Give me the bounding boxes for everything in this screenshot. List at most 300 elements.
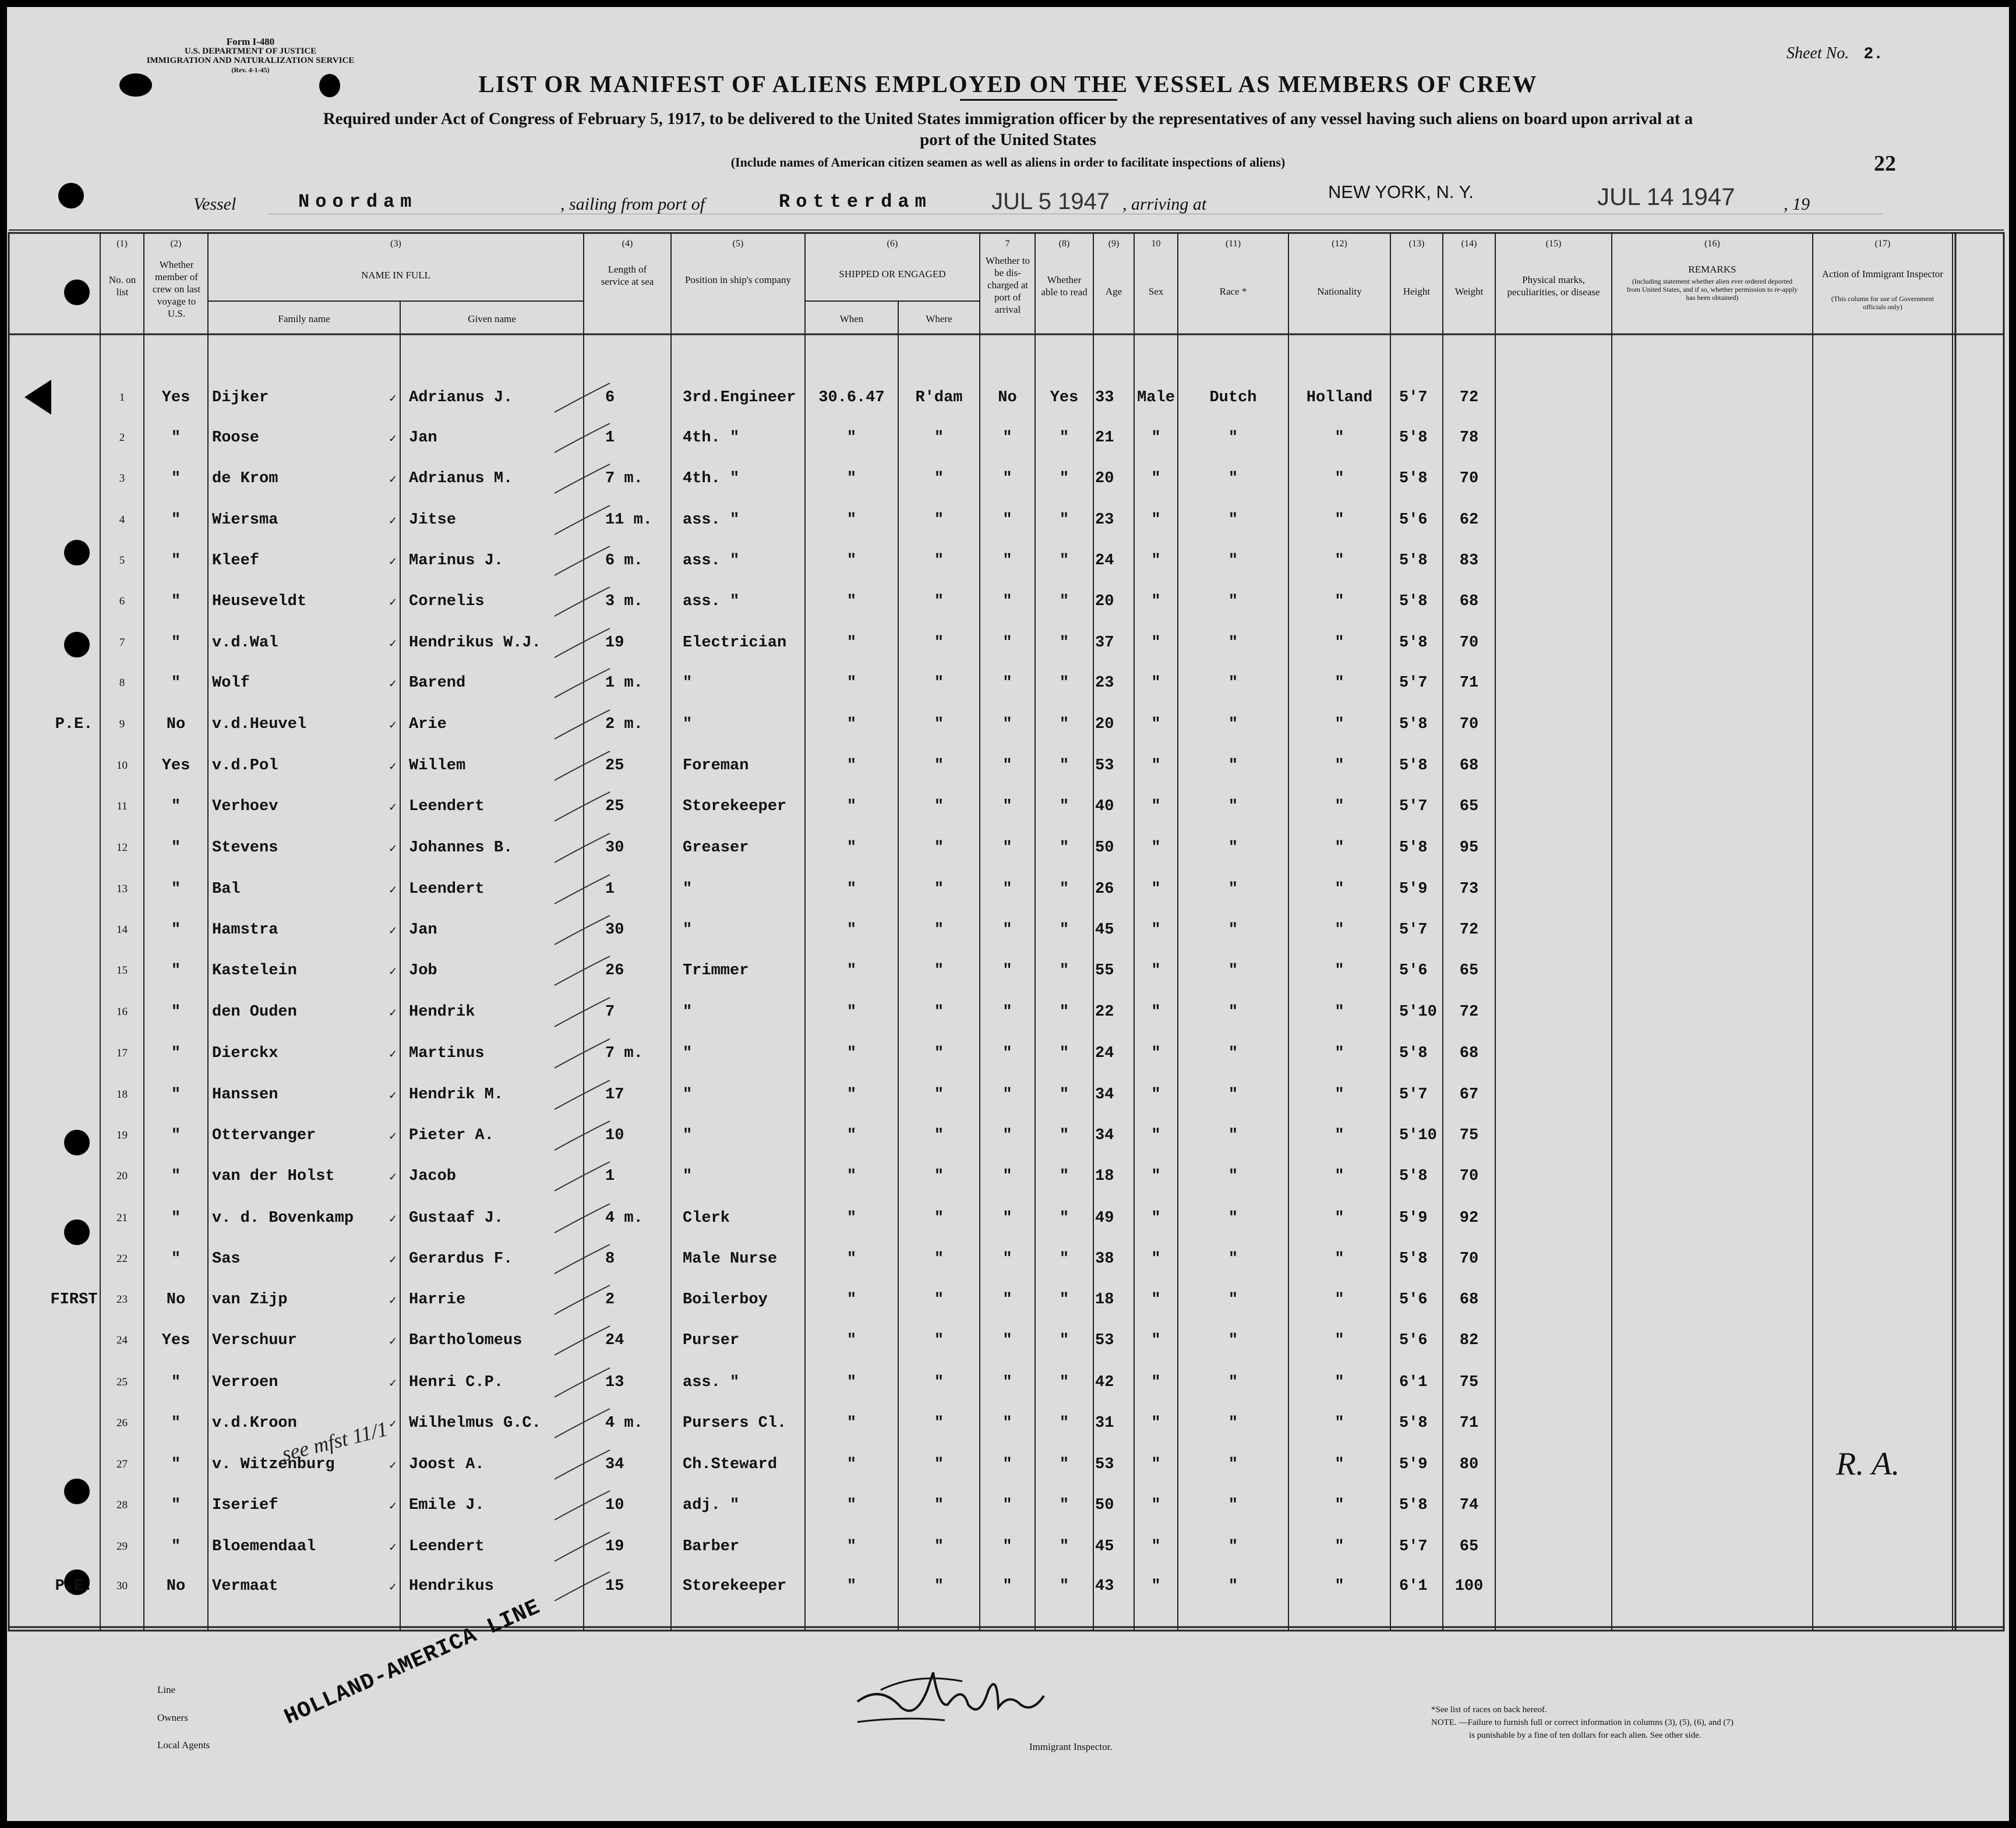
height: 5'6 [1399, 511, 1428, 529]
age: 50 [1095, 839, 1114, 857]
age: 18 [1095, 1168, 1114, 1185]
weight: 83 [1459, 552, 1479, 570]
age: 24 [1095, 552, 1114, 570]
race: " [1228, 881, 1238, 898]
shipped-when: " [846, 962, 857, 980]
weight: 92 [1459, 1210, 1479, 1227]
ship-position: " [683, 716, 693, 733]
ship-position: Male Nurse [683, 1250, 778, 1268]
height: 5'7 [1399, 389, 1428, 406]
weight: 75 [1459, 1374, 1479, 1391]
agency-line: U.S. DEPARTMENT OF JUSTICE [184, 47, 317, 56]
given-name: Leendert [409, 881, 485, 898]
given-name: Willem [409, 757, 466, 775]
check-mark-icon: ✓ [389, 1581, 398, 1593]
check-mark-icon: ✓ [389, 1213, 398, 1225]
race: " [1228, 1456, 1238, 1473]
form-number: Form I-480 [226, 36, 275, 47]
shipped-where: R'dam [915, 389, 963, 406]
check-mark-icon: ✓ [389, 966, 398, 977]
ship-position: Boilerboy [683, 1291, 768, 1309]
given-name: Harrie [409, 1291, 466, 1309]
sex: " [1151, 552, 1161, 570]
ship-position: Storekeeper [683, 798, 787, 815]
footer-agents-label: Local Agents [157, 1739, 210, 1751]
discharge-status: " [1002, 1086, 1012, 1104]
nationality: " [1334, 429, 1344, 447]
shipped-when: " [846, 1003, 857, 1021]
height: 5'8 [1399, 1415, 1428, 1432]
race: " [1228, 634, 1238, 652]
col-header-remarks: REMARKS [1688, 264, 1736, 275]
able-to-read: " [1059, 511, 1069, 529]
col-header-where: Where [926, 313, 952, 324]
given-name: Jacob [409, 1168, 457, 1185]
age: 42 [1095, 1374, 1114, 1391]
nationality: " [1334, 1127, 1344, 1144]
col-header-family-name: Family name [278, 313, 330, 324]
family-name: Iserief [212, 1497, 278, 1514]
nationality: " [1334, 1497, 1344, 1514]
given-name: Bartholomeus [409, 1332, 522, 1349]
service-length: 7 m. [605, 470, 643, 487]
race: " [1228, 716, 1238, 733]
height: 5'8 [1399, 634, 1428, 652]
line-number: 25 [116, 1376, 128, 1388]
weight: 62 [1459, 511, 1479, 529]
line-number: 14 [116, 924, 128, 936]
shipped-when: " [846, 593, 857, 610]
weight: 100 [1454, 1578, 1484, 1595]
age: 18 [1095, 1291, 1114, 1309]
nationality: " [1334, 470, 1344, 487]
discharge-status: " [1002, 1045, 1012, 1062]
prior-voyage: " [171, 1127, 181, 1144]
prior-voyage: No [166, 1578, 186, 1595]
ship-position: Electrician [683, 634, 787, 652]
shipped-when: " [846, 716, 857, 733]
given-name: Johannes B. [409, 839, 513, 857]
ship-position: Barber [683, 1538, 740, 1555]
race: " [1228, 1497, 1238, 1514]
shipped-when: " [846, 757, 857, 775]
col-header-action-sub: (This column for use of Government officials only) [1831, 295, 1934, 311]
nationality: " [1334, 1332, 1344, 1349]
service-length: 30 [605, 921, 624, 939]
shipped-when: " [846, 839, 857, 857]
height: 6'1 [1399, 1578, 1428, 1595]
col-number: (15) [1545, 239, 1562, 249]
check-mark-icon: ✓ [389, 1295, 398, 1306]
able-to-read: " [1059, 1045, 1069, 1062]
discharge-status: " [1002, 429, 1012, 447]
family-name: Heuseveldt [212, 593, 307, 610]
line-number: 10 [116, 759, 128, 772]
given-name: Joost A. [409, 1456, 485, 1473]
col-header-shipped: SHIPPED OR ENGAGED [839, 268, 946, 280]
check-mark-icon: ✓ [389, 1048, 398, 1060]
check-mark-icon: ✓ [389, 1541, 398, 1553]
given-name: Emile J. [409, 1497, 485, 1514]
col-header-nationality: Nationality [1317, 286, 1362, 297]
sex: " [1151, 1291, 1161, 1309]
given-name: Hendrik M. [409, 1086, 504, 1104]
line-number: 19 [116, 1129, 128, 1141]
weight: 71 [1459, 1415, 1479, 1432]
nationality: " [1334, 1045, 1344, 1062]
given-name: Adrianus M. [409, 470, 513, 487]
service-length: 6 m. [605, 552, 643, 570]
sex: " [1151, 1210, 1161, 1227]
height: 5'7 [1399, 1538, 1428, 1555]
weight: 73 [1459, 881, 1479, 898]
given-name: Henri C.P. [409, 1374, 504, 1391]
line-number: 23 [116, 1293, 128, 1306]
col-number: (16) [1704, 239, 1720, 249]
col-number: (2) [170, 239, 182, 249]
prior-voyage: " [171, 470, 181, 487]
check-mark-icon: ✓ [389, 638, 398, 649]
family-name: Kastelein [212, 962, 297, 980]
race: " [1228, 1045, 1238, 1062]
ship-position: 4th. " [683, 470, 740, 487]
form-title: LIST OR MANIFEST OF ALIENS EMPLOYED ON THE VESSEL AS MEMBERS OF CREW [478, 70, 1538, 97]
nationality: " [1334, 1168, 1344, 1185]
nationality: " [1334, 921, 1344, 939]
shipped-where: " [934, 1250, 944, 1268]
ship-position: " [683, 1168, 693, 1185]
height: 5'8 [1399, 552, 1428, 570]
shipped-when: " [846, 552, 857, 570]
sheet-label: Sheet No. [1786, 44, 1849, 62]
line-number: 21 [116, 1212, 128, 1224]
discharge-status: " [1002, 1332, 1012, 1349]
given-name: Job [409, 962, 437, 980]
family-name: den Ouden [212, 1003, 297, 1021]
col-number: (12) [1332, 239, 1347, 249]
discharge-status: " [1002, 1415, 1012, 1432]
sex: " [1151, 429, 1161, 447]
check-mark-icon: ✓ [389, 1130, 398, 1142]
shipped-where: " [934, 1291, 944, 1309]
age: 45 [1095, 921, 1114, 939]
race: " [1228, 552, 1238, 570]
service-length: 19 [605, 1538, 624, 1555]
line-number: 15 [116, 964, 128, 977]
weight: 67 [1459, 1086, 1479, 1104]
given-name: Arie [409, 716, 447, 733]
shipped-where: " [934, 1497, 944, 1514]
weight: 82 [1459, 1332, 1479, 1349]
service-length: 19 [605, 634, 624, 652]
service-length: 17 [605, 1086, 624, 1104]
vessel-label: Vessel [193, 195, 236, 214]
given-name: Wilhelmus G.C. [409, 1415, 541, 1432]
footer-line-label: Line [157, 1684, 176, 1695]
check-mark-icon: ✓ [389, 1254, 398, 1265]
able-to-read: " [1059, 1086, 1069, 1104]
nationality: " [1334, 1291, 1344, 1309]
family-name: Dijker [212, 389, 269, 406]
line-number: 30 [116, 1580, 128, 1592]
service-length: 1 m. [605, 674, 643, 692]
line-number: 6 [119, 595, 125, 607]
ship-position: Trimmer [683, 962, 749, 980]
shipped-when: 30.6.47 [818, 389, 885, 406]
line-number: 18 [116, 1088, 128, 1101]
height: 5'6 [1399, 962, 1428, 980]
margin-note: FIRST [50, 1291, 98, 1309]
sex: " [1151, 1168, 1161, 1185]
ship-position: " [683, 1003, 693, 1021]
service-length: 10 [605, 1497, 624, 1514]
nationality: " [1334, 593, 1344, 610]
sex: " [1151, 1127, 1161, 1144]
sex: " [1151, 1003, 1161, 1021]
sex: " [1151, 1250, 1161, 1268]
check-mark-icon: ✓ [389, 473, 398, 485]
shipped-when: " [846, 511, 857, 529]
shipped-where: " [934, 798, 944, 815]
prior-voyage: " [171, 511, 181, 529]
fine-note-1: NOTE. —Failure to furnish full or correct information in columns (3), (5), (6), and (7) [1431, 1718, 1734, 1727]
prior-voyage: Yes [161, 757, 190, 775]
shipped-when: " [846, 674, 857, 692]
ship-position: Clerk [683, 1210, 730, 1227]
nationality: " [1334, 881, 1344, 898]
col-number: (14) [1461, 239, 1477, 249]
height: 5'8 [1399, 1045, 1428, 1062]
service-length: 10 [605, 1127, 624, 1144]
shipped-when: " [846, 1538, 857, 1555]
able-to-read: " [1059, 757, 1069, 775]
nationality: " [1334, 634, 1344, 652]
check-mark-icon: ✓ [389, 678, 398, 690]
check-mark-icon: ✓ [389, 1418, 398, 1430]
age: 20 [1095, 716, 1114, 733]
shipped-when: " [846, 1045, 857, 1062]
col-number: (11) [1225, 239, 1241, 249]
able-to-read: " [1059, 552, 1069, 570]
given-name: Pieter A. [409, 1127, 494, 1144]
age: 55 [1095, 962, 1114, 980]
col-header-when: When [839, 313, 864, 324]
nationality: " [1334, 1086, 1344, 1104]
prior-voyage: " [171, 1374, 181, 1391]
given-name: Jan [409, 429, 437, 447]
col-header-position: Position in ship's company [684, 274, 792, 285]
include-note: (Include names of American citizen seamen as well as aliens in order to facilitate inspections of aliens) [730, 155, 1286, 169]
able-to-read: " [1059, 881, 1069, 898]
ship-position: ass. " [683, 593, 740, 610]
able-to-read: " [1059, 716, 1069, 733]
prior-voyage: " [171, 1538, 181, 1555]
age: 33 [1095, 389, 1114, 406]
pencil-tally-marks [7, 7, 2009, 1821]
shipped-where: " [934, 1086, 944, 1104]
family-name: v.d.Wal [212, 634, 278, 652]
discharge-status: " [1002, 1456, 1012, 1473]
weight: 68 [1459, 593, 1479, 610]
check-mark-icon: ✓ [389, 515, 398, 526]
weight: 72 [1459, 921, 1479, 939]
shipped-where: " [934, 1578, 944, 1595]
height: 5'8 [1399, 839, 1428, 857]
shipped-where: " [934, 839, 944, 857]
race: " [1228, 429, 1238, 447]
fine-note-2: is punishable by a fine of ten dollars for each alien. See other side. [1469, 1731, 1701, 1740]
service-length: 26 [605, 962, 624, 980]
shipped-where: " [934, 1374, 944, 1391]
age: 38 [1095, 1250, 1114, 1268]
family-name: Verhoev [212, 798, 278, 815]
discharge-status: " [1002, 1210, 1012, 1227]
shipped-where: " [934, 757, 944, 775]
shipped-where: " [934, 1210, 944, 1227]
given-name: Hendrik [409, 1003, 475, 1021]
shipped-when: " [846, 634, 857, 652]
prior-voyage: " [171, 921, 181, 939]
shipped-where: " [934, 593, 944, 610]
sex: " [1151, 798, 1161, 815]
nationality: " [1334, 1250, 1344, 1268]
able-to-read: " [1059, 921, 1069, 939]
shipped-where: " [934, 634, 944, 652]
vessel-name: Noordam [298, 191, 418, 213]
race: " [1228, 757, 1238, 775]
ship-position: " [683, 1086, 693, 1104]
family-name: Dierckx [212, 1045, 278, 1062]
nationality: " [1334, 1415, 1344, 1432]
prior-voyage: " [171, 593, 181, 610]
family-name: v. d. Bovenkamp [212, 1210, 354, 1227]
family-name: Kleef [212, 552, 260, 570]
sex: " [1151, 1332, 1161, 1349]
race: " [1228, 1210, 1238, 1227]
col-header-given-name: Given name [468, 313, 516, 324]
height: 5'9 [1399, 881, 1428, 898]
races-note: *See list of races on back hereof. [1431, 1705, 1547, 1714]
shipped-when: " [846, 921, 857, 939]
nationality: " [1334, 674, 1344, 692]
race: " [1228, 1168, 1238, 1185]
nationality: " [1334, 511, 1344, 529]
weight: 70 [1459, 716, 1479, 733]
line-number: 13 [116, 883, 128, 895]
discharge-status: " [1002, 962, 1012, 980]
weight: 68 [1459, 757, 1479, 775]
ship-position: ass. " [683, 1374, 740, 1391]
shipped-where: " [934, 1538, 944, 1555]
weight: 80 [1459, 1456, 1479, 1473]
family-name: Bal [212, 881, 241, 898]
check-mark-icon: ✓ [389, 1335, 398, 1347]
prior-voyage: " [171, 429, 181, 447]
col-number: (3) [390, 239, 401, 249]
nationality: " [1334, 716, 1344, 733]
check-mark-icon: ✓ [389, 1500, 398, 1512]
given-name: Leendert [409, 798, 485, 815]
line-number: 1 [119, 391, 125, 404]
service-length: 2 [605, 1291, 615, 1309]
able-to-read: " [1059, 470, 1069, 487]
page-number: 22 [1874, 151, 1896, 176]
given-name: Hendrikus [409, 1578, 494, 1595]
family-name: Hanssen [212, 1086, 278, 1104]
race: " [1228, 1127, 1238, 1144]
weight: 65 [1459, 962, 1479, 980]
required-line-2: port of the United States [920, 130, 1096, 149]
shipped-when: " [846, 1374, 857, 1391]
age: 34 [1095, 1127, 1114, 1144]
age: 45 [1095, 1538, 1114, 1555]
height: 5'9 [1399, 1210, 1428, 1227]
service-length: 6 [605, 389, 615, 406]
race: " [1228, 1578, 1238, 1595]
sex: " [1151, 634, 1161, 652]
age: 26 [1095, 881, 1114, 898]
shipped-when: " [846, 1415, 857, 1432]
given-name: Barend [409, 674, 466, 692]
prior-voyage: " [171, 634, 181, 652]
col-number: (9) [1108, 239, 1120, 249]
able-to-read: " [1059, 1332, 1069, 1349]
race: " [1228, 1086, 1238, 1104]
ship-position: Storekeeper [683, 1578, 787, 1595]
sex: " [1151, 757, 1161, 775]
check-mark-icon: ✓ [389, 761, 398, 772]
col-header-discharged: Whether to be dis-charged at port of arrival [986, 255, 1030, 315]
service-length: 24 [605, 1332, 624, 1349]
line-number: 16 [116, 1006, 128, 1018]
height: 5'10 [1399, 1127, 1437, 1144]
discharge-status: " [1002, 1127, 1012, 1144]
race: " [1228, 962, 1238, 980]
family-name: Wiersma [212, 511, 278, 529]
height: 5'8 [1399, 470, 1428, 487]
family-name: Verroen [212, 1374, 278, 1391]
line-number: 28 [116, 1499, 128, 1511]
race: " [1228, 511, 1238, 529]
sex: Male [1137, 389, 1175, 406]
family-name: van der Holst [212, 1168, 335, 1185]
family-name: v. Witzenburg [212, 1456, 335, 1473]
discharge-status: " [1002, 1497, 1012, 1514]
line-number: 9 [119, 718, 125, 730]
nationality: " [1334, 1003, 1344, 1021]
shipped-where: " [934, 674, 944, 692]
given-name: Martinus [409, 1045, 485, 1062]
ship-position: Ch.Steward [683, 1456, 778, 1473]
inspector-label: Immigrant Inspector. [1029, 1741, 1113, 1752]
height: 5'7 [1399, 1086, 1428, 1104]
family-name: Bloemendaal [212, 1538, 316, 1555]
family-name: Sas [212, 1250, 241, 1268]
service-length: 4 m. [605, 1210, 643, 1227]
able-to-read: " [1059, 1250, 1069, 1268]
shipped-when: " [846, 1210, 857, 1227]
height: 5'7 [1399, 674, 1428, 692]
race: " [1228, 1332, 1238, 1349]
discharge-status: " [1002, 1578, 1012, 1595]
col-header-remarks-sub: (Including statement whether alien ever ordered deported from United States, and if so, whether permission to re-apply has been obtained) [1626, 277, 1798, 302]
agency-line: IMMIGRATION AND NATURALIZATION SERVICE [146, 56, 355, 65]
shipped-where: " [934, 1003, 944, 1021]
check-mark-icon: ✓ [389, 843, 398, 854]
shipped-when: " [846, 1332, 857, 1349]
prior-voyage: " [171, 881, 181, 898]
able-to-read: " [1059, 1456, 1069, 1473]
